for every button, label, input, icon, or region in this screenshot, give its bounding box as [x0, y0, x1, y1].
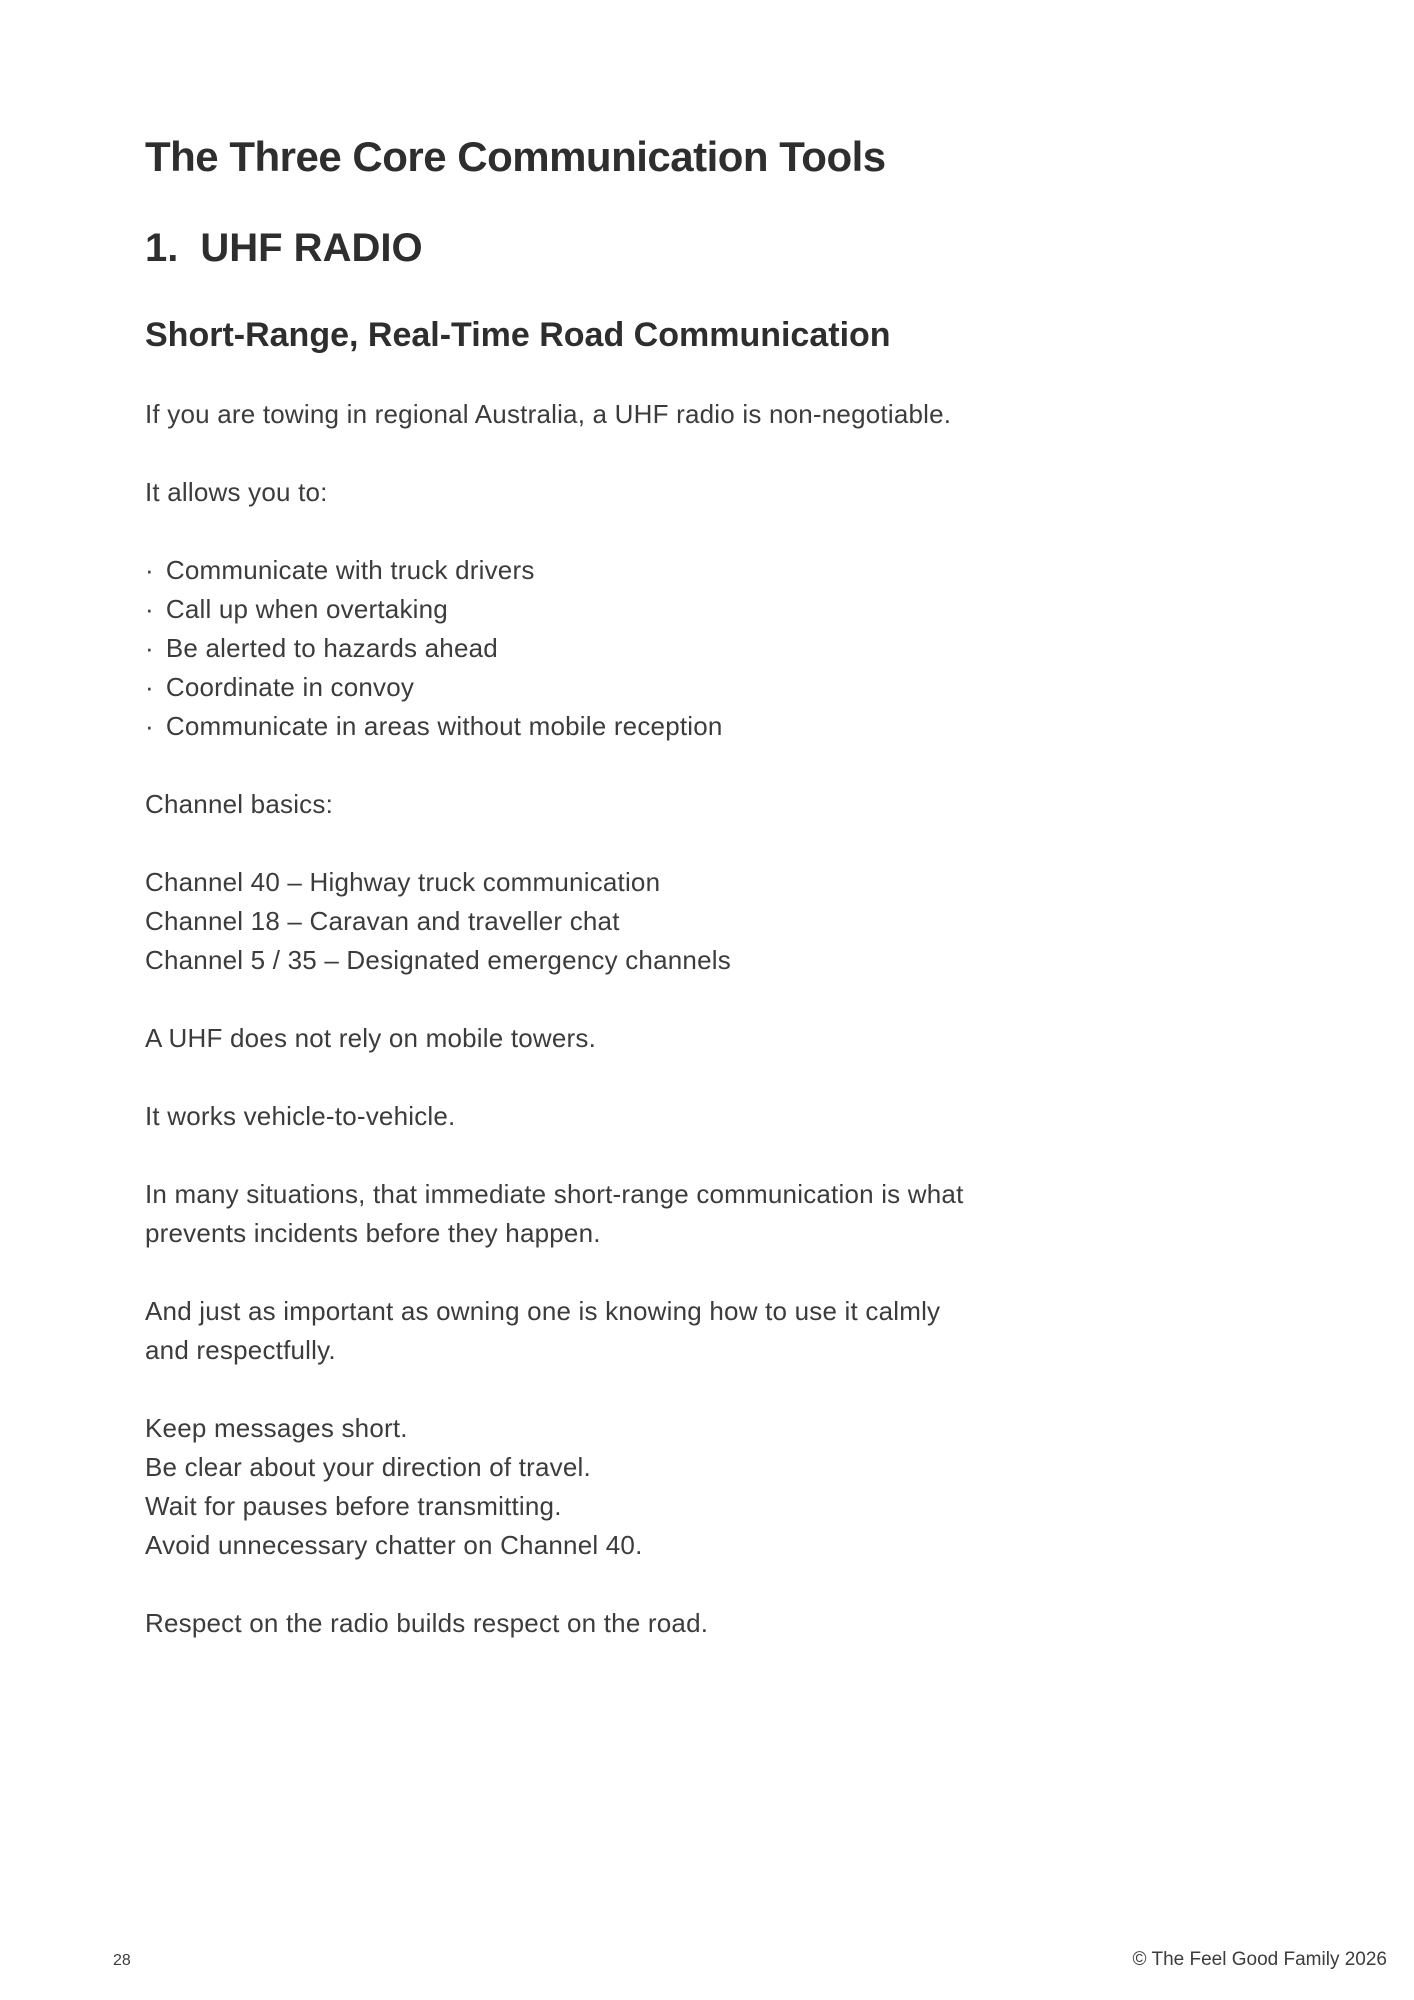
- etiquette-line: Avoid unnecessary chatter on Channel 40.: [145, 1530, 643, 1560]
- bullet-marker: ·: [145, 555, 154, 585]
- etiquette-list: [145, 1409, 1314, 1565]
- bullet-marker: ·: [145, 633, 154, 663]
- bullet-item-text: Be alerted to hazards ahead: [165, 633, 498, 663]
- paragraph-situations-line: prevents incidents before they happen.: [145, 1218, 601, 1248]
- etiquette-line: Wait for pauses before transmitting.: [145, 1491, 562, 1521]
- etiquette-line: Keep messages short.: [145, 1413, 408, 1443]
- paragraph-respect: Respect on the radio builds respect on the road.: [145, 1608, 709, 1638]
- paragraph-allows: It allows you to:: [145, 477, 328, 507]
- channel-line: Channel 5 / 35 – Designated emergency channels: [145, 945, 731, 975]
- bullet-item-text: Communicate with truck drivers: [165, 555, 535, 585]
- bullet-item-text: Call up when overtaking: [165, 594, 448, 624]
- bullet-marker: ·: [145, 594, 154, 624]
- bullet-list: [145, 551, 1314, 746]
- footer-page-number: 28: [113, 1952, 131, 1969]
- subheading: Short-Range, Real-Time Road Communication: [145, 316, 891, 354]
- bullet-item: [145, 590, 1314, 629]
- footer-copyright: © The Feel Good Family 2026: [1132, 1949, 1387, 1970]
- paragraph-channel-basics: Channel basics:: [145, 789, 333, 819]
- paragraph-importance-line: and respectfully.: [145, 1335, 336, 1365]
- bullet-item-text: Communicate in areas without mobile reception: [165, 711, 723, 741]
- section-heading: [145, 224, 1314, 272]
- paragraph-intro: If you are towing in regional Australia, a UHF radio is non-negotiable.: [145, 399, 952, 429]
- paragraph-vehicle: It works vehicle-to-vehicle.: [145, 1101, 456, 1131]
- bullet-marker: ·: [145, 711, 154, 741]
- page-footer: [0, 1948, 1414, 1972]
- page-title: The Three Core Communication Tools: [145, 133, 886, 180]
- section-title: UHF RADIO: [200, 226, 423, 270]
- bullet-item: [145, 629, 1314, 668]
- bullet-item: [145, 707, 1314, 746]
- paragraph-situations-line: In many situations, that immediate short-range communication is what: [145, 1179, 964, 1209]
- paragraph-towers: A UHF does not rely on mobile towers.: [145, 1023, 597, 1053]
- paragraph-importance-line: And just as important as owning one is knowing how to use it calmly: [145, 1296, 941, 1326]
- etiquette-line: Be clear about your direction of travel.: [145, 1452, 591, 1482]
- channel-list: [145, 863, 1314, 980]
- section-number: 1.: [145, 226, 179, 270]
- bullet-item-text: Coordinate in convoy: [165, 672, 415, 702]
- bullet-item: [145, 551, 1314, 590]
- channel-line: Channel 18 – Caravan and traveller chat: [145, 906, 620, 936]
- paragraph-importance: [145, 1292, 1314, 1370]
- bullet-marker: ·: [145, 672, 154, 702]
- paragraph-situations: [145, 1175, 1314, 1253]
- bullet-item: [145, 668, 1314, 707]
- channel-line: Channel 40 – Highway truck communication: [145, 867, 661, 897]
